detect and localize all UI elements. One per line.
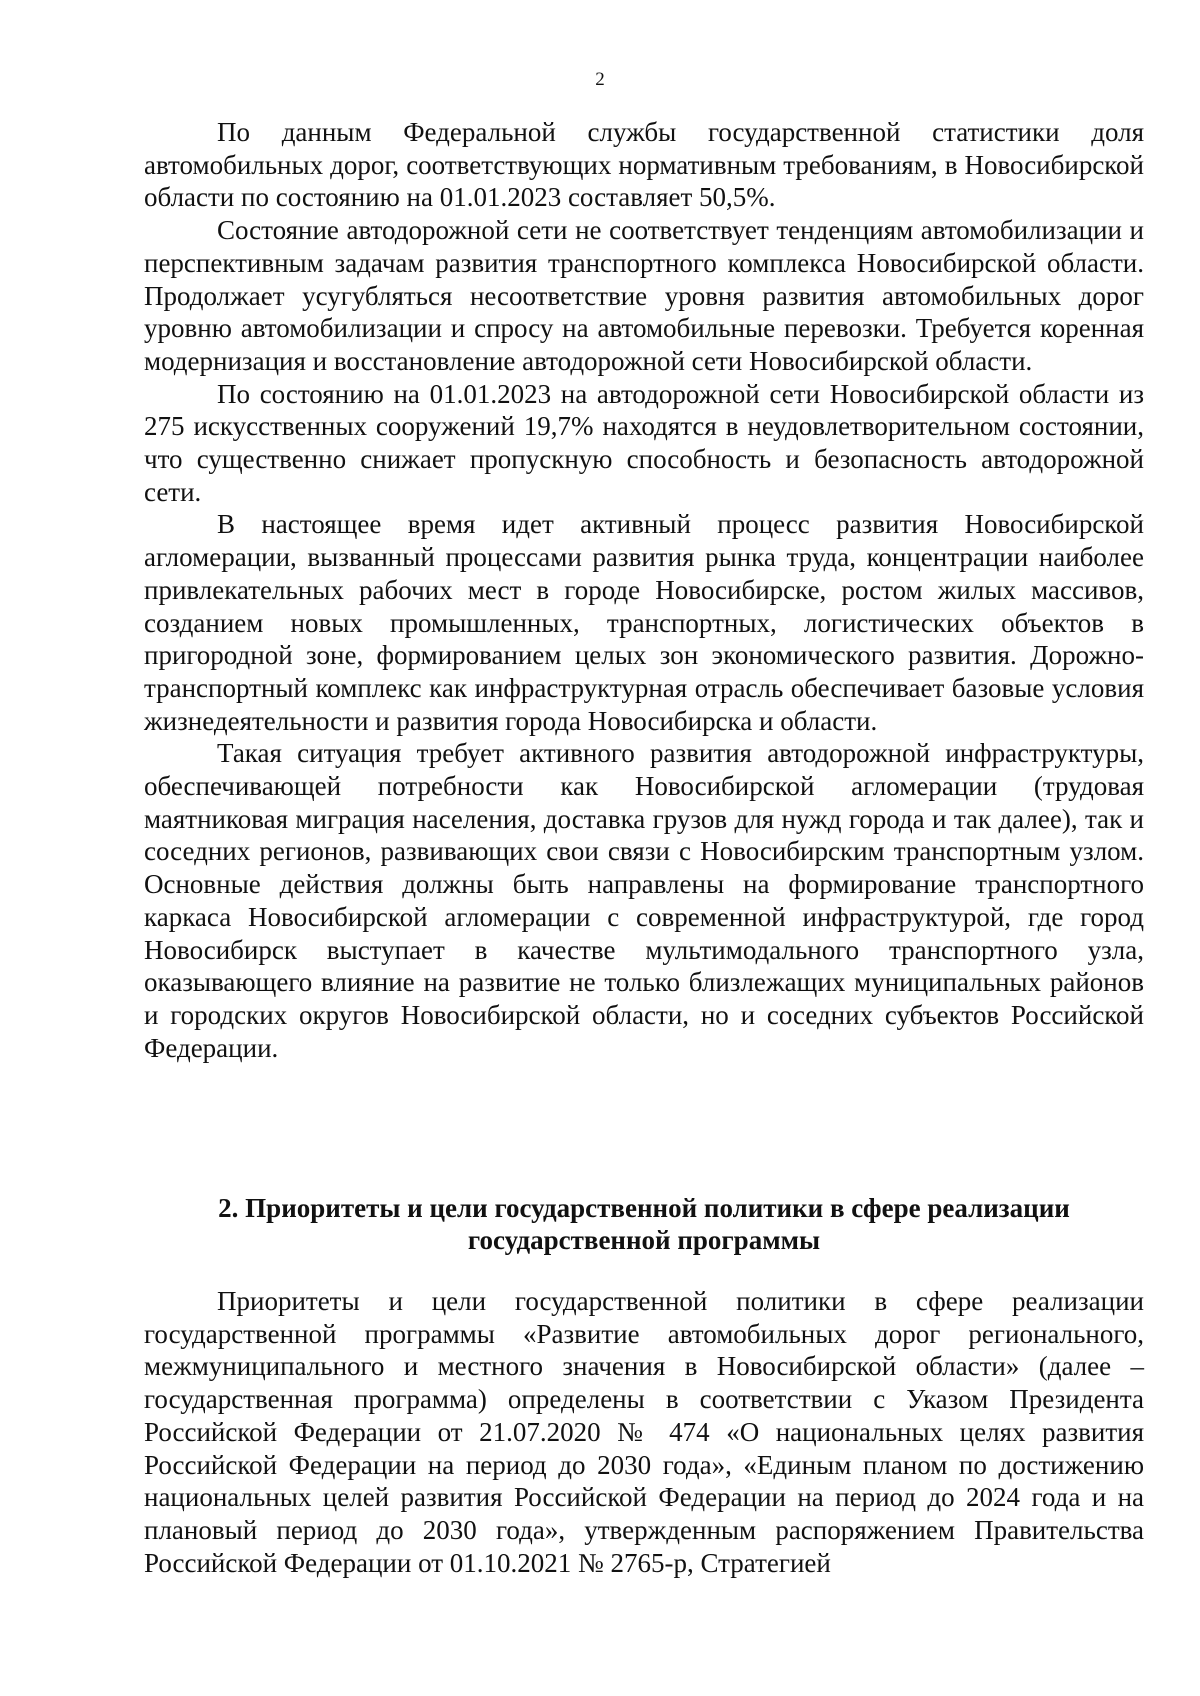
section-heading-line-1: 2. Приоритеты и цели государственной политики в сфере реализации <box>218 1193 1070 1223</box>
section-heading-line-2: государственной программы <box>467 1225 821 1255</box>
paragraph-network-state: Состояние автодорожной сети не соответствует тенденциям автомобилизации и перспективным задачам развития транспортного комплекса Новосибирской области. Продолжает усугубляться несоответствие уровня развития автомобильных дорог уровню автомобилизации и спросу на автомобильные перевозки. Требуется коренная модернизация и восстановление автодорожной сети Новосибирской области. <box>144 215 1144 376</box>
page-number: 2 <box>595 69 605 90</box>
paragraph-infrastructure: Такая ситуация требует активного развития автодорожной инфраструктуры, обеспечивающей потребности как Новосибирской агломерации (трудовая маятниковая миграция населения, доставка грузов для нужд города и так далее), так и соседних регионов, развивающих свои связи с Новосибирским транспортным узлом. Основные действия должны быть направлены на формирование транспортного каркаса Новосибирской агломерации с современной инфраструктурой, где город Новосибирск выступает в качестве мультимодального транспортного узла, оказывающего влияние на развитие не только близлежащих муниципальных районов и городских округов Новосибирской области, но и соседних субъектов Российской Федерации. <box>144 738 1144 1063</box>
paragraph-structures: По состоянию на 01.01.2023 на автодорожной сети Новосибирской области из 275 искусственных сооружений 19,7% находятся в неудовлетворительном состоянии, что существенно снижает пропускную способность и безопасность автодорожной сети. <box>144 378 1144 507</box>
body-text-top <box>144 116 1144 1064</box>
paragraph-agglomeration: В настоящее время идет активный процесс развития Новосибирской агломерации, вызванный процессами развития рынка труда, концентрации наиболее привлекательных рабочих мест в городе Новосибирске, ростом жилых массивов, созданием новых промышленных, транспортных, логистических объектов в пригородной зоне, формированием целых зон экономического развития. Дорожно-транспортный комплекс как инфраструктурная отрасль обеспечивает базовые условия жизнедеятельности и развития города Новосибирска и области. <box>144 509 1144 736</box>
body-text-bottom <box>144 1285 1144 1579</box>
paragraph-priorities: Приоритеты и цели государственной политики в сфере реализации государственной программы «Развитие автомобильных дорог регионального, межмуниципального и местного значения в Новосибирской области» (далее – государственная программа) определены в соответствии с Указом Президента Российской Федерации от 21.07.2020 № 474 «О национальных целях развития Российской Федерации на период до 2030 года», «Единым планом по достижению национальных целей развития Российской Федерации на период до 2024 года и на плановый период до 2030 года», утвержденным распоряжением Правительства Российской Федерации от 01.10.2021 № 2765-р, Стратегией <box>144 1286 1144 1578</box>
paragraph-road-compliance: По данным Федеральной службы государственной статистики доля автомобильных дорог, соответствующих нормативным требованиям, в Новосибирской области по состоянию на 01.01.2023 составляет 50,5%. <box>144 117 1144 213</box>
section-heading <box>144 1192 1144 1256</box>
